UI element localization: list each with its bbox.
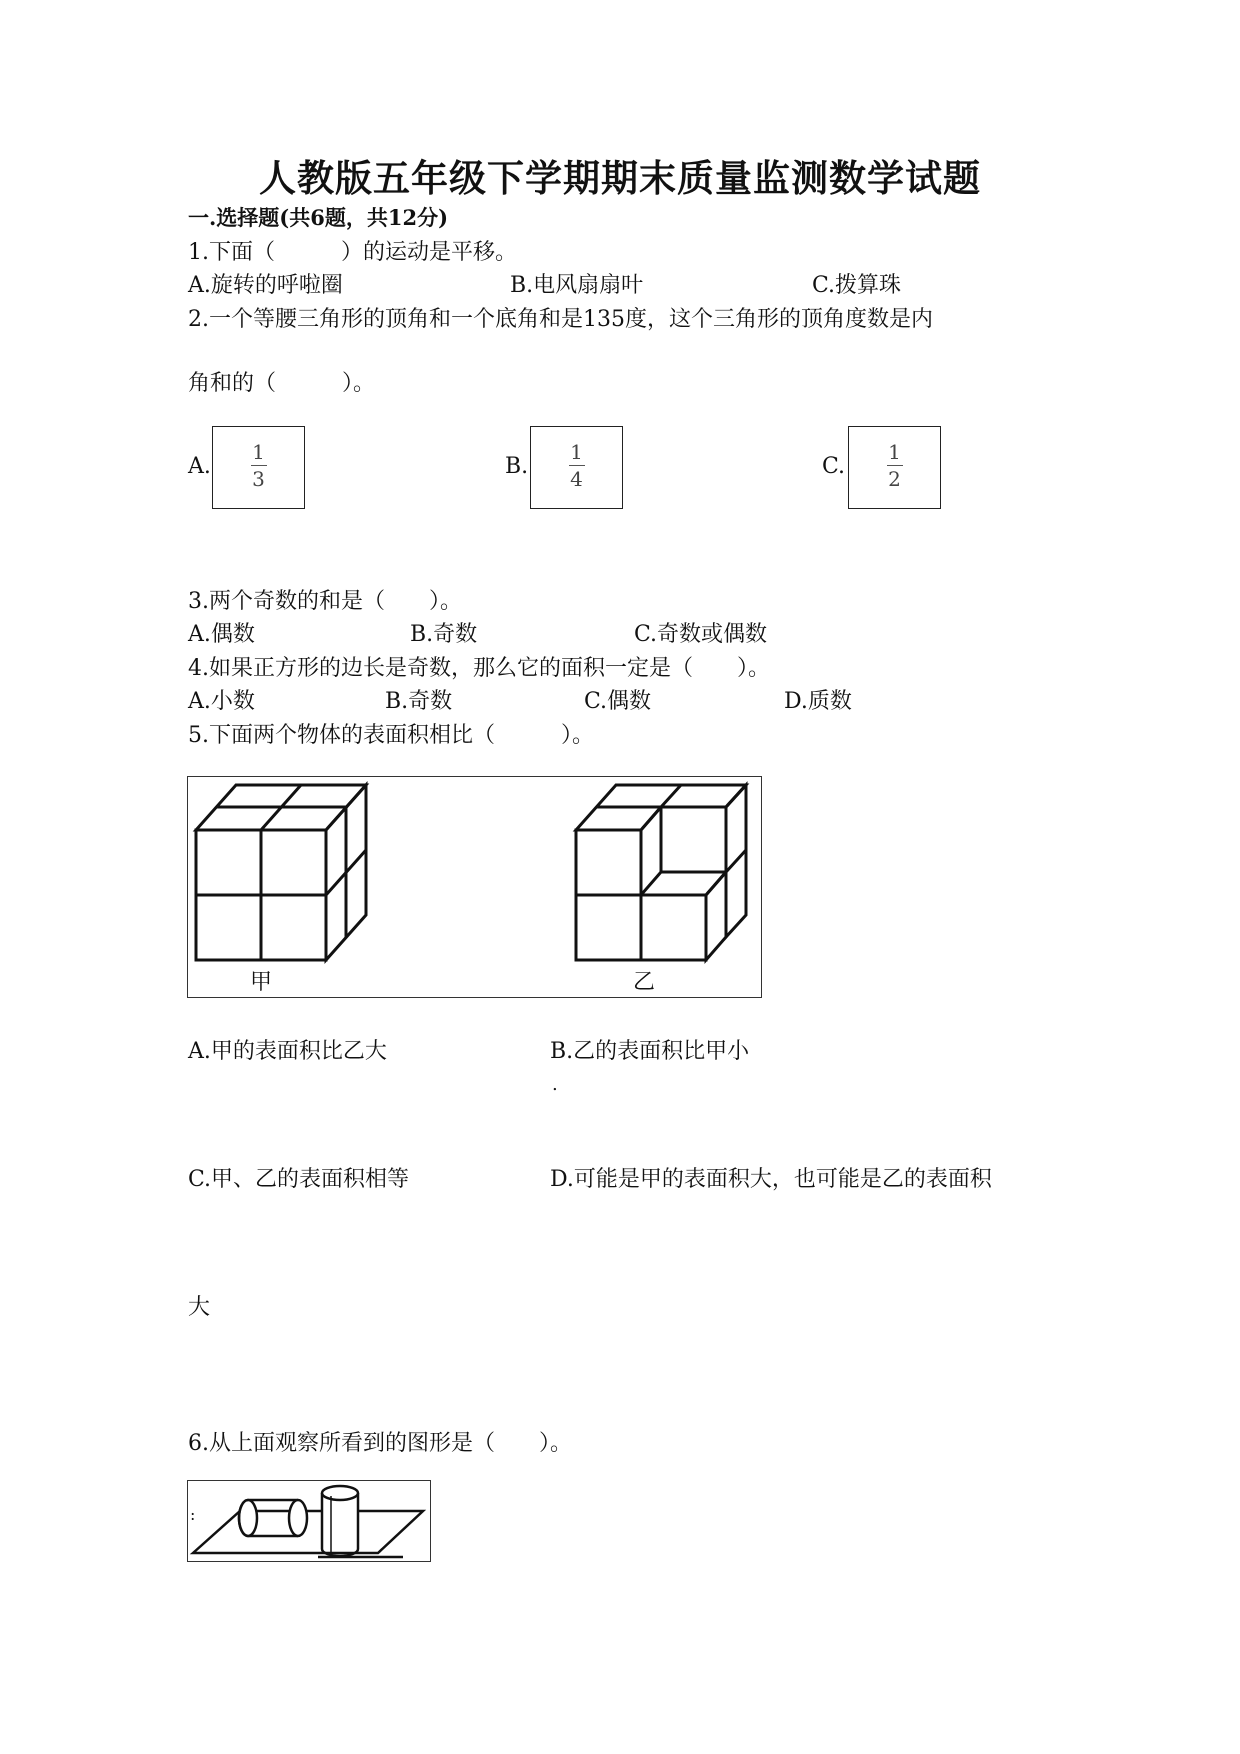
question-3: 3.两个奇数的和是（ ）。 [188,589,462,614]
lying-cylinder [239,1500,307,1536]
q2-option-b-label: B. [505,454,529,479]
denominator: 4 [570,467,583,491]
q5-option-d-continued: 大 [188,1295,211,1320]
stray-mark: : [190,1505,196,1524]
stray-dot: . [552,1074,558,1095]
question-5: 5.下面两个物体的表面积相比（ ）。 [188,723,594,748]
q5-option-a: A.甲的表面积比乙大 [188,1039,387,1064]
q4-option-c: C.偶数 [584,689,652,714]
q1-option-a: A.旋转的呼啦圈 [188,273,343,298]
figure-label-jia: 甲 [250,970,273,995]
numerator: 1 [570,440,583,464]
q5-cubes-figure [187,776,762,998]
page-title: 人教版五年级下学期期末质量监测数学试题 [259,156,981,200]
q4-option-b: B.奇数 [385,689,453,714]
question-6: 6.从上面观察所看到的图形是（ ）。 [188,1431,572,1456]
standing-cylinder [322,1486,358,1556]
q2-option-b-fraction [530,426,623,509]
q5-option-b: B.乙的表面积比甲小 [550,1039,750,1064]
q6-cylinders-figure [187,1480,431,1562]
q2-option-a-label: A. [188,454,211,479]
denominator: 3 [252,467,265,491]
q3-option-a: A.偶数 [188,622,255,647]
q1-option-c: C.拨算珠 [812,273,902,298]
q3-option-c: C.奇数或偶数 [634,622,768,647]
question-4: 4.如果正方形的边长是奇数，那么它的面积一定是（ ）。 [188,656,770,681]
q2-option-c-fraction [848,426,941,509]
q5-option-c: C.甲、乙的表面积相等 [188,1167,410,1192]
q3-option-b: B.奇数 [410,622,478,647]
q2-option-c-label: C. [822,454,846,479]
q5-option-d: D.可能是甲的表面积大，也可能是乙的表面积 [550,1167,992,1192]
q2-option-a-fraction [212,426,305,509]
q4-option-d: D.质数 [784,689,852,714]
cube-yi [576,785,746,960]
q4-option-a: A.小数 [188,689,255,714]
question-2-line-2: 角和的（ ）。 [188,371,376,396]
question-1: 1.下面（ ）的运动是平移。 [188,240,517,265]
denominator: 2 [888,467,901,491]
section-heading-choice: 一.选择题(共6题，共12分) [188,205,449,230]
question-2-line-1: 2.一个等腰三角形的顶角和一个底角和是135度，这个三角形的顶角度数是内 [188,307,933,332]
cube-jia [196,785,366,960]
numerator: 1 [888,440,901,464]
q1-option-b: B.电风扇扇叶 [510,273,644,298]
numerator: 1 [252,440,265,464]
figure-label-yi: 乙 [633,970,656,995]
